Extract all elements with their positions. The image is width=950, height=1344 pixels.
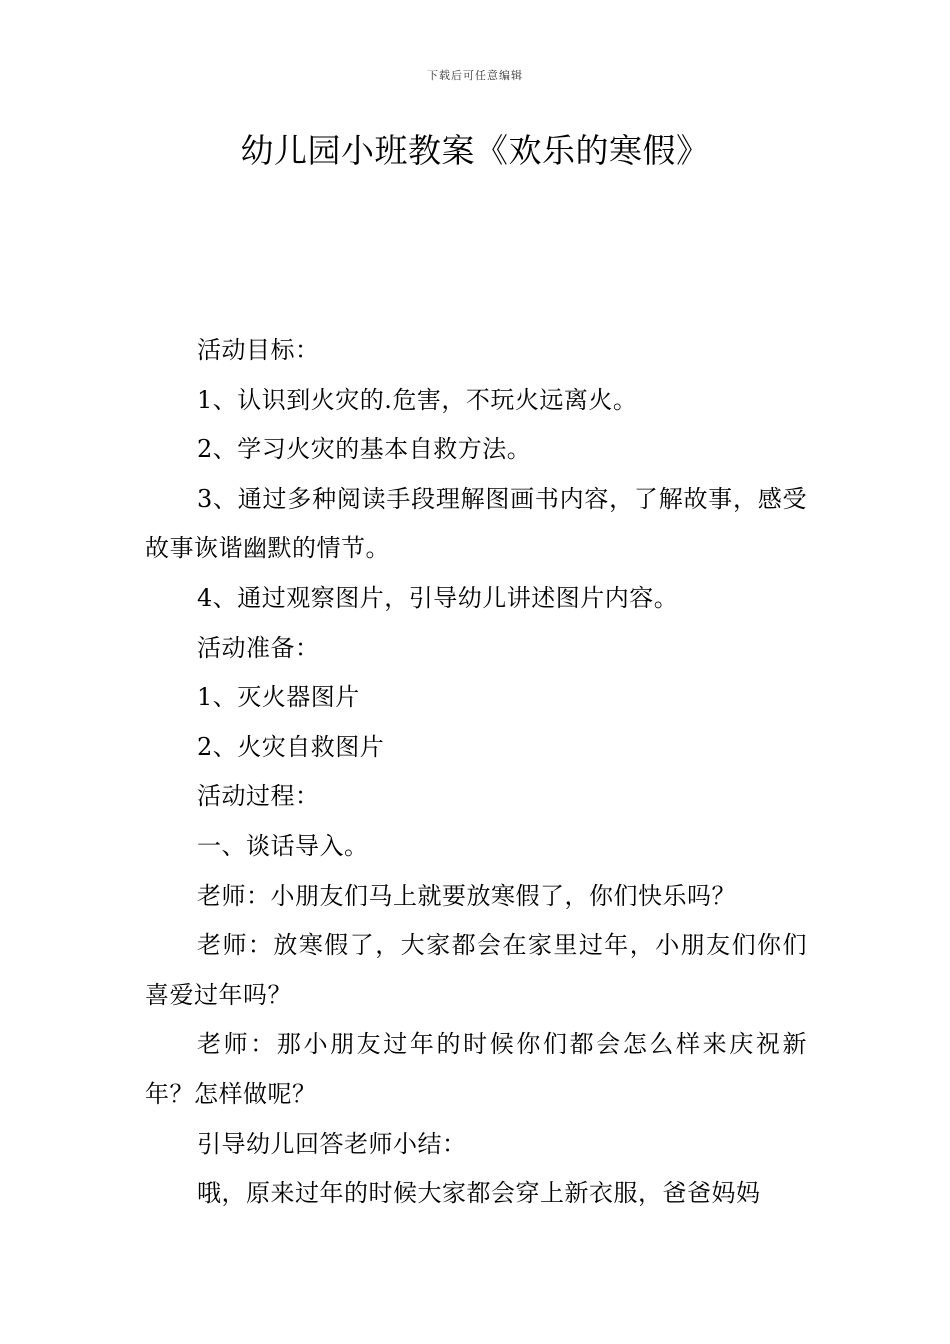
process-step-1: 一、谈话导入。 (197, 831, 369, 860)
goal-item-1: 1、认识到火灾的.危害，不玩火远离火。 (197, 385, 638, 414)
summary-text: 哦，原来过年的时候大家都会穿上新衣服，爸爸妈妈 (197, 1179, 761, 1208)
section-heading-process: 活动过程： (197, 782, 320, 811)
goal-item-2: 2、学习火灾的基本自救方法。 (197, 435, 532, 464)
preparation-item-2: 2、火灾自救图片 (197, 732, 385, 761)
goal-item-3: 3、通过多种阅读手段理解图画书内容，了解故事，感受故事诙谐幽默的情节。 (145, 484, 807, 563)
preparation-item-1: 1、灭火器图片 (197, 683, 360, 712)
page-header-note: 下载后可任意编辑 (427, 69, 523, 82)
dialogue-line: 老师：小朋友们马上就要放寒假了，你们快乐吗？ (197, 881, 736, 910)
dialogue-line: 老师：那小朋友过年的时候你们都会怎么样来庆祝新年？怎样做呢？ (145, 1030, 807, 1108)
document-title: 幼儿园小班教案《欢乐的寒假》 (240, 131, 710, 170)
document-body (145, 326, 807, 1219)
goal-item-4: 4、通过观察图片，引导幼儿讲述图片内容。 (197, 583, 679, 612)
section-heading-goals: 活动目标： (197, 336, 320, 364)
dialogue-line: 老师：放寒假了，大家都会在家里过年，小朋友们你们喜爱过年吗？ (145, 931, 807, 1009)
section-heading-preparation: 活动准备： (197, 633, 320, 662)
summary-heading: 引导幼儿回答老师小结： (197, 1129, 467, 1158)
